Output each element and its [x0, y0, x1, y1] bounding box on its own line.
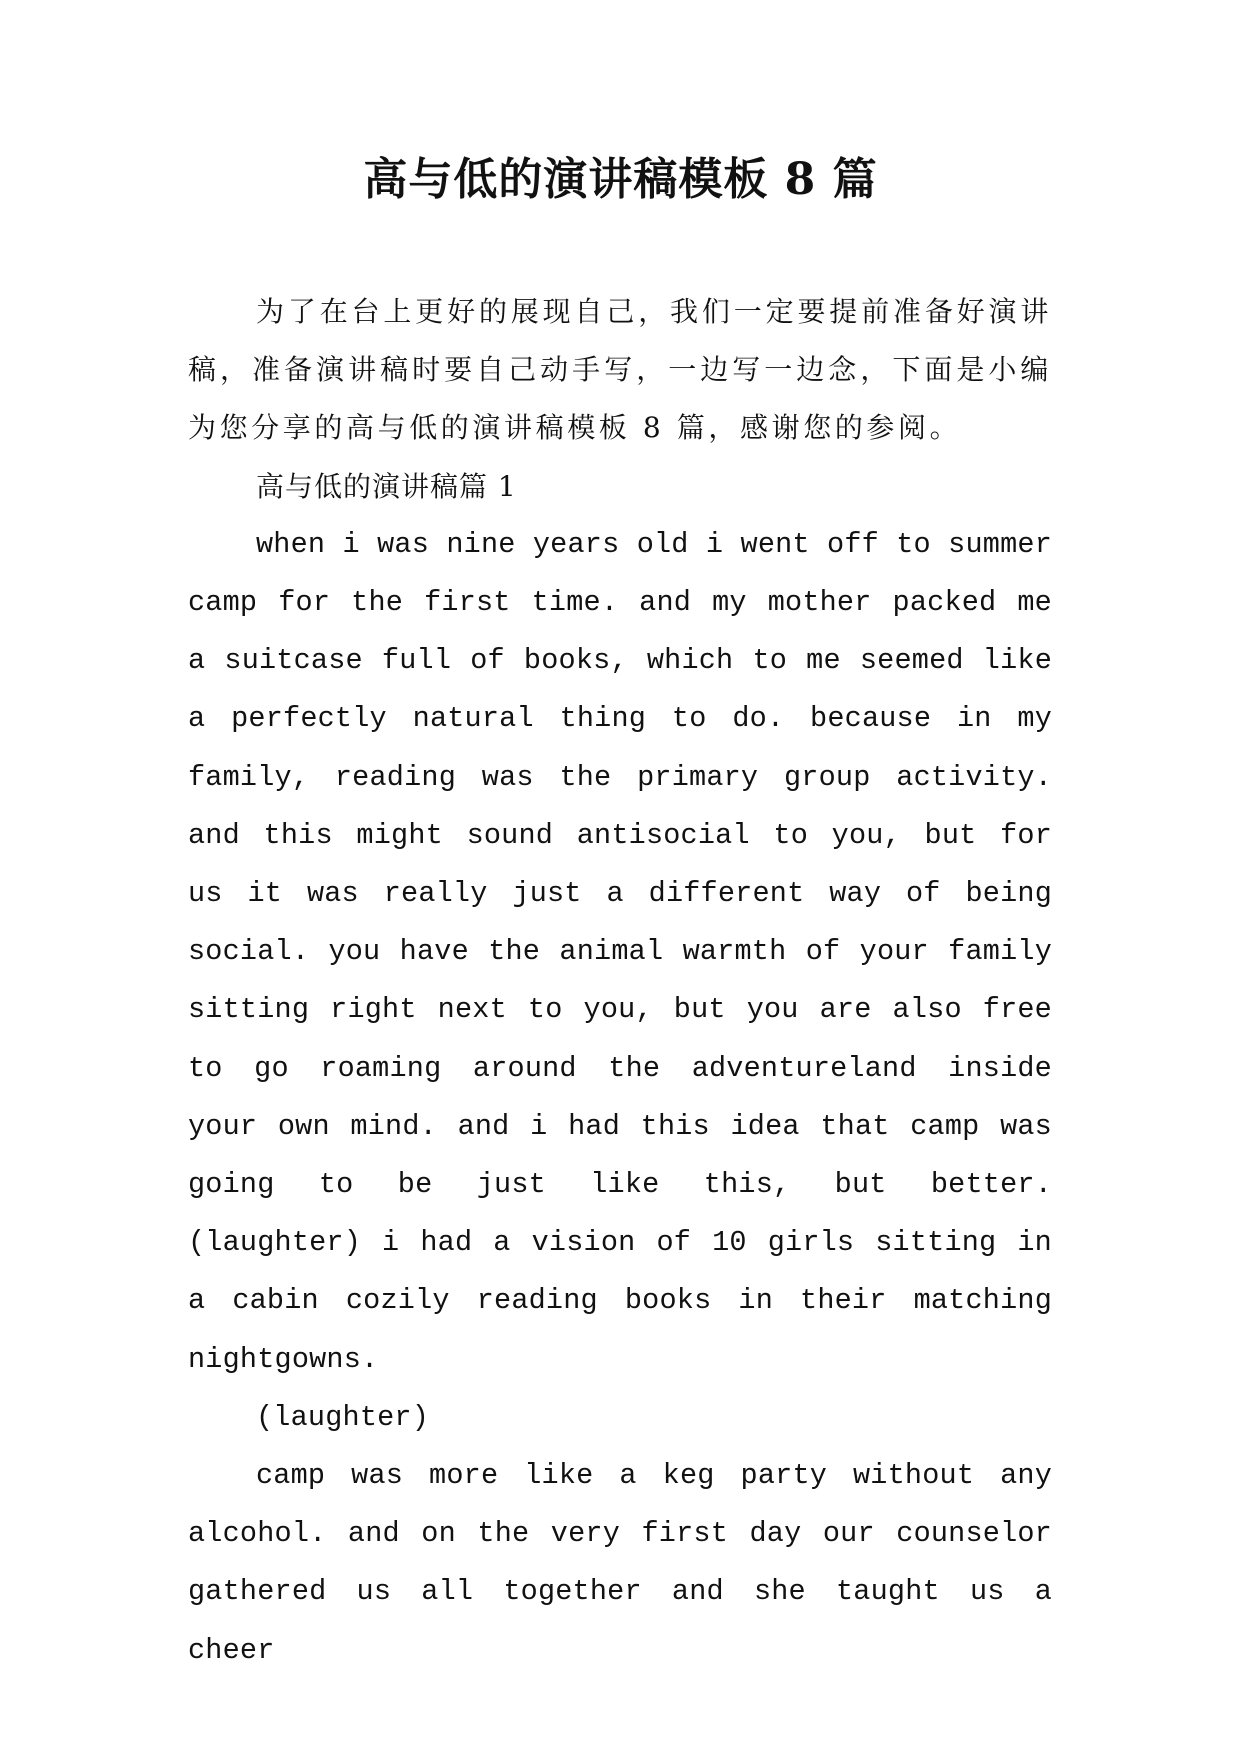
body-paragraph: (laughter): [256, 1400, 430, 1434]
intro-paragraph: 为了在台上更好的展现自己，我们一定要提前准备好演讲稿，准备演讲稿时要自己动手写，一边写一边念，下面是小编为您分享的高与低的演讲稿模板 8 篇，感谢您的参阅。: [188, 295, 1052, 445]
body-paragraph: when i was nine years old i went off to summer camp for the first time. and my mother packed me a suitcase full of books, which to me seemed like a perfectly natural thing to do. because in my family, reading was the primary group activity. and this might sound antisocial to you, but for us it was really just a different way of being social. you have the animal warmth of your family sitting right next to you, but you are also free to go roaming around the adventureland inside your own mind. and i had this idea that camp was going to be just like this, but better. (laughter) i had a vision of 10 girls sitting in a cabin cozily reading books in their matching nightgowns.: [188, 527, 1052, 1376]
section-heading: 高与低的演讲稿篇 1: [256, 469, 517, 503]
body-paragraph: camp was more like a keg party without any alcohol. and on the very first day our counselor gathered us all together and she taught us a cheer: [188, 1459, 1052, 1667]
document-body: [188, 283, 1052, 1680]
document-title: 高与低的演讲稿模板 8 篇: [363, 154, 878, 205]
